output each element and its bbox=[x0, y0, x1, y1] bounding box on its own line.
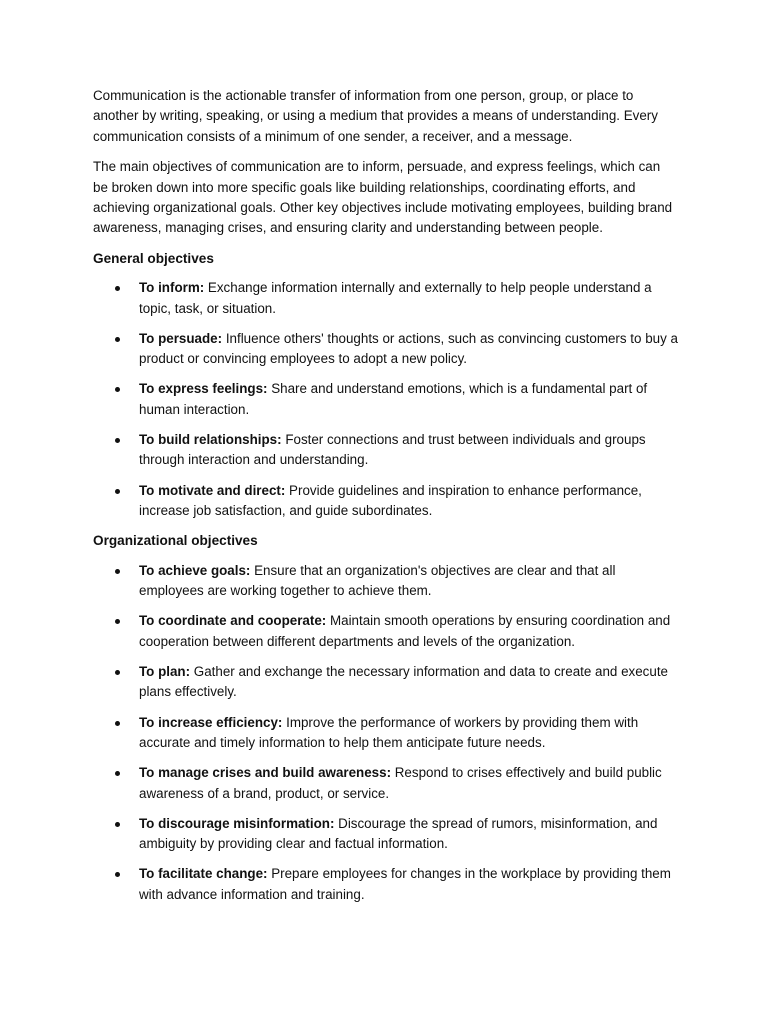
item-text: Ensure that an organization's objectives are clear and that all employees are working together to achieve them. bbox=[139, 562, 616, 599]
item-text: Influence others' thoughts or actions, such as convincing customers to buy a product or convincing employees to adopt a new policy. bbox=[139, 330, 678, 367]
item-text: Share and understand emotions, which is a fundamental part of human interaction. bbox=[139, 381, 648, 417]
general-objectives-list bbox=[93, 278, 678, 521]
bullet-icon bbox=[115, 489, 120, 494]
list-item bbox=[93, 481, 678, 522]
item-text: Discourage the spread of rumors, misinformation, and ambiguity by providing clear and factual information. bbox=[139, 815, 658, 852]
bullet-icon bbox=[115, 872, 120, 877]
bullet-icon bbox=[115, 822, 120, 827]
document-page bbox=[93, 86, 678, 915]
item-text: Provide guidelines and inspiration to enhance performance, increase job satisfaction, and guide subordinates. bbox=[139, 482, 642, 519]
item-term: To discourage misinformation: bbox=[139, 815, 335, 831]
item-text: Prepare employees for changes in the workplace by providing them with advance information and training. bbox=[139, 866, 671, 902]
item-term: To plan: bbox=[139, 663, 191, 679]
organizational-objectives-heading: Organizational objectives bbox=[93, 533, 258, 549]
list-item bbox=[93, 713, 678, 754]
list-item bbox=[93, 430, 678, 471]
list-item bbox=[93, 278, 678, 319]
item-text: Respond to crises effectively and build public awareness of a brand, product, or service. bbox=[139, 765, 662, 801]
bullet-icon bbox=[115, 438, 120, 443]
list-item bbox=[93, 611, 678, 652]
organizational-objectives-list bbox=[93, 561, 678, 905]
intro-paragraph-1: Communication is the actionable transfer of information from one person, group, or place to another by writing, speaking, or using a medium that provides a means of understanding. Every communication consists of a minimum of one sender, a receiver, and a message. bbox=[93, 88, 658, 144]
intro-paragraph-2: The main objectives of communication are to inform, persuade, and express feelings, which can be broken down into more specific goals like building relationships, coordinating efforts, and achieving organizational goals. Other key objectives include motivating employees, building brand awareness, managing crises, and ensuring clarity and understanding between people. bbox=[93, 159, 673, 236]
item-term: To express feelings: bbox=[139, 381, 268, 397]
item-term: To manage crises and build awareness: bbox=[139, 765, 392, 781]
list-item bbox=[93, 662, 678, 703]
item-term: To motivate and direct: bbox=[139, 482, 286, 498]
item-text: Gather and exchange the necessary information and data to create and execute plans effectively. bbox=[139, 663, 668, 700]
list-item bbox=[93, 379, 678, 420]
bullet-icon bbox=[115, 569, 120, 574]
item-text: Improve the performance of workers by providing them with accurate and timely information to help them anticipate future needs. bbox=[139, 714, 639, 750]
bullet-icon bbox=[115, 387, 120, 392]
bullet-icon bbox=[115, 771, 120, 776]
list-item bbox=[93, 561, 678, 602]
bullet-icon bbox=[115, 337, 120, 342]
general-objectives-heading: General objectives bbox=[93, 250, 214, 266]
bullet-icon bbox=[115, 619, 120, 624]
list-item bbox=[93, 329, 678, 370]
bullet-icon bbox=[115, 721, 120, 726]
item-text: Foster connections and trust between individuals and groups through interaction and understanding. bbox=[139, 432, 646, 468]
list-item bbox=[93, 763, 678, 804]
list-item bbox=[93, 814, 678, 855]
item-term: To inform: bbox=[139, 280, 205, 296]
item-term: To persuade: bbox=[139, 330, 223, 346]
item-term: To coordinate and cooperate: bbox=[139, 613, 327, 629]
item-term: To build relationships: bbox=[139, 432, 282, 448]
item-text: Maintain smooth operations by ensuring coordination and cooperation between different departments and levels of the organization. bbox=[139, 613, 671, 649]
bullet-icon bbox=[115, 286, 120, 291]
item-term: To facilitate change: bbox=[139, 866, 268, 882]
bullet-icon bbox=[115, 670, 120, 675]
item-term: To increase efficiency: bbox=[139, 714, 283, 730]
item-text: Exchange information internally and externally to help people understand a topic, task, or situation. bbox=[139, 280, 652, 316]
item-term: To achieve goals: bbox=[139, 562, 251, 578]
list-item bbox=[93, 864, 678, 905]
